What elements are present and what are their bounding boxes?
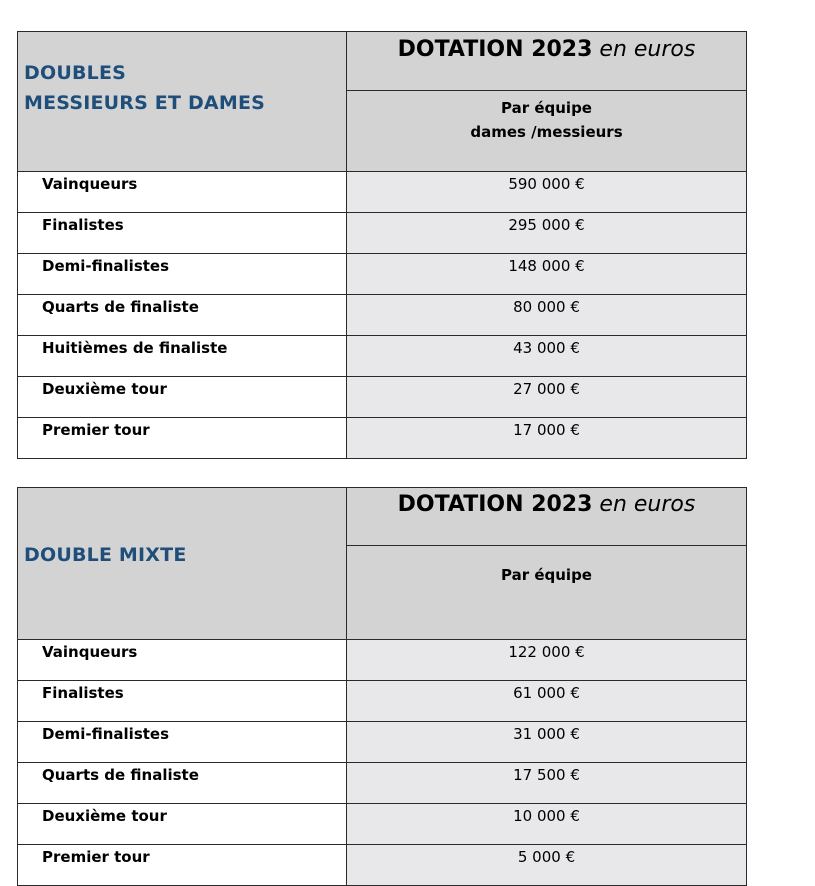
amount: 27 000 € [347,377,747,418]
section-title-line: DOUBLES [24,62,127,84]
round-label: Demi-finalistes [18,722,347,763]
amount: 61 000 € [347,681,747,722]
section-title-line: MESSIEURS ET DAMES [24,92,266,114]
dotation-unit: en euros [599,492,696,517]
round-label: Finalistes [18,213,347,254]
dotation-year: DOTATION 2023 [397,37,593,62]
round-label: Quarts de finaliste [18,295,347,336]
amount: 295 000 € [347,213,747,254]
amount: 122 000 € [347,640,747,681]
prize-table-mixte [17,487,747,886]
table-row [18,295,747,336]
table-row [18,681,747,722]
prize-table-doubles [17,31,747,459]
table-row [18,336,747,377]
dotation-unit: en euros [599,37,696,62]
subheader-line: Par équipe [501,566,592,584]
dotation-year: DOTATION 2023 [397,492,593,517]
table-row [18,172,747,213]
round-label: Quarts de finaliste [18,763,347,804]
table-row [18,804,747,845]
amount: 10 000 € [347,804,747,845]
table-row [18,377,747,418]
section-title-line: DOUBLE MIXTE [24,543,187,566]
amount: 31 000 € [347,722,747,763]
round-label: Premier tour [18,418,347,459]
dotation-header [347,32,747,91]
table-row [18,213,747,254]
subheader [347,91,747,172]
amount: 5 000 € [347,845,747,886]
section-title [18,32,347,172]
table-row [18,254,747,295]
amount: 43 000 € [347,336,747,377]
subheader-line: Par équipe [501,99,592,117]
amount: 80 000 € [347,295,747,336]
round-label: Huitièmes de finaliste [18,336,347,377]
round-label: Deuxième tour [18,377,347,418]
round-label: Finalistes [18,681,347,722]
amount: 148 000 € [347,254,747,295]
subheader [347,546,747,640]
section-title [18,488,347,640]
dotation-header [347,488,747,546]
table-row [18,722,747,763]
table-row [18,845,747,886]
table-row [18,640,747,681]
round-label: Vainqueurs [18,172,347,213]
table-row [18,763,747,804]
amount: 17 000 € [347,418,747,459]
round-label: Vainqueurs [18,640,347,681]
table-row [18,418,747,459]
round-label: Premier tour [18,845,347,886]
round-label: Deuxième tour [18,804,347,845]
amount: 17 500 € [347,763,747,804]
round-label: Demi-finalistes [18,254,347,295]
amount: 590 000 € [347,172,747,213]
subheader-line: dames /messieurs [470,123,623,141]
